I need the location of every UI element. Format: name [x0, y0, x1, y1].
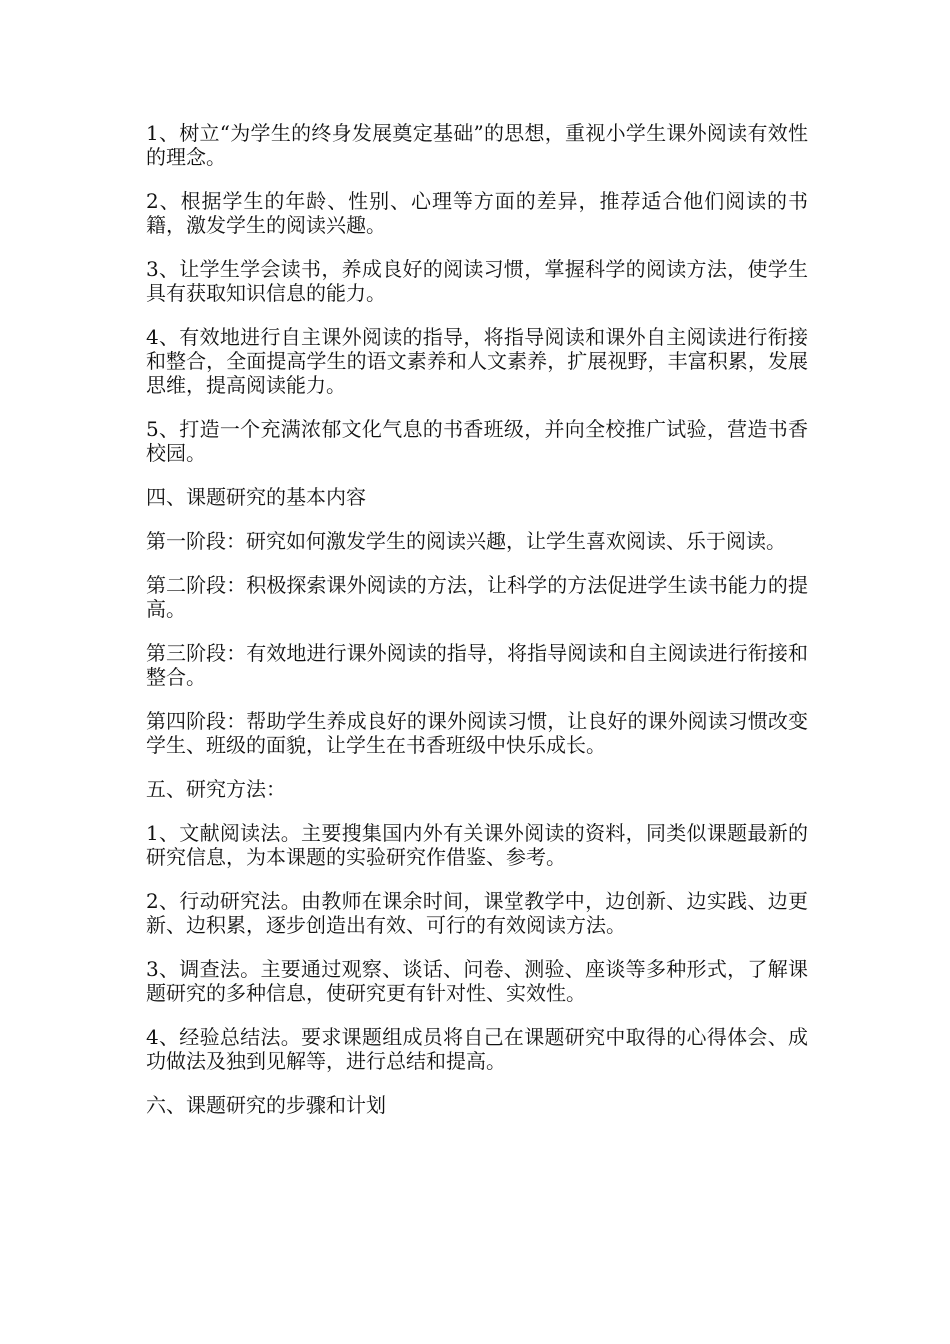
paragraph-goal-3: 3、让学生学会读书，养成良好的阅读习惯，掌握科学的阅读方法，使学生具有获取知识信息的能力。 — [146, 257, 808, 305]
paragraph-stage-2: 第二阶段：积极探索课外阅读的方法，让科学的方法促进学生读书能力的提高。 — [146, 573, 808, 621]
section-heading-methods: 五、研究方法： — [146, 777, 286, 801]
paragraph-goal-4: 4、有效地进行自主课外阅读的指导，将指导阅读和课外自主阅读进行衔接和整合，全面提高学生的语文素养和人文素养，扩展视野，丰富积累，发展思维，提高阅读能力。 — [146, 325, 808, 397]
paragraph-stage-1: 第一阶段：研究如何激发学生的阅读兴趣，让学生喜欢阅读、乐于阅读。 — [146, 529, 786, 553]
paragraph-goal-5: 5、打造一个充满浓郁文化气息的书香班级，并向全校推广试验，营造书香校园。 — [146, 417, 808, 465]
paragraph-goal-2: 2、根据学生的年龄、性别、心理等方面的差异，推荐适合他们阅读的书籍，激发学生的阅读兴趣。 — [146, 189, 808, 237]
paragraph-method-2: 2、行动研究法。由教师在课余时间，课堂教学中，边创新、边实践、边更新、边积累，逐步创造出有效、可行的有效阅读方法。 — [146, 889, 808, 937]
paragraph-goal-1: 1、树立“为学生的终身发展奠定基础”的思想，重视小学生课外阅读有效性的理念。 — [146, 121, 808, 169]
section-heading-content: 四、课题研究的基本内容 — [146, 485, 366, 509]
paragraph-method-4: 4、经验总结法。要求课题组成员将自己在课题研究中取得的心得体会、成功做法及独到见解等，进行总结和提高。 — [146, 1025, 808, 1073]
paragraph-stage-3: 第三阶段：有效地进行课外阅读的指导，将指导阅读和自主阅读进行衔接和整合。 — [146, 641, 808, 689]
paragraph-method-1: 1、文献阅读法。主要搜集国内外有关课外阅读的资料，同类似课题最新的研究信息，为本课题的实验研究作借鉴、参考。 — [146, 821, 808, 869]
paragraph-method-3: 3、调查法。主要通过观察、谈话、问卷、测验、座谈等多种形式，了解课题研究的多种信息，使研究更有针对性、实效性。 — [146, 957, 808, 1005]
document-body — [146, 121, 808, 1137]
paragraph-stage-4: 第四阶段：帮助学生养成良好的课外阅读习惯，让良好的课外阅读习惯改变学生、班级的面貌，让学生在书香班级中快乐成长。 — [146, 709, 808, 757]
section-heading-steps: 六、课题研究的步骤和计划 — [146, 1093, 386, 1117]
